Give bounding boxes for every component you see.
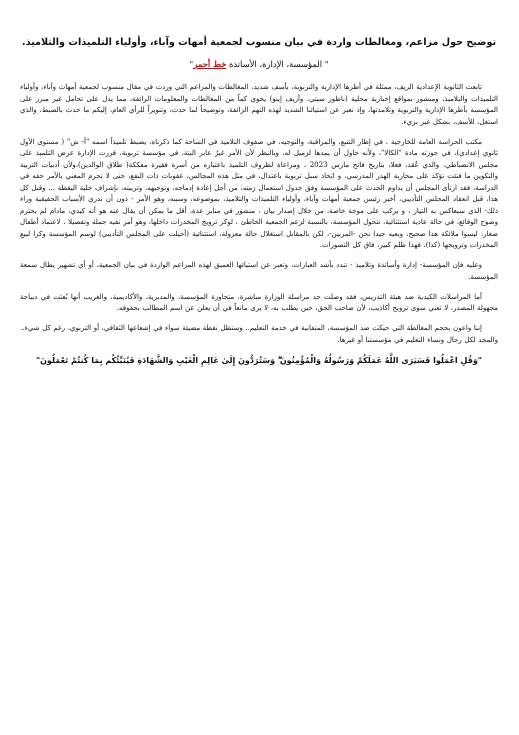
document-subtitle <box>20 58 498 70</box>
paragraph-correspondence: أما المراسلات الكيدية ضد هيئة التدريس، فقد وصلت حد مراسلة الوزارة مباشرة، متجاوزة المؤسسة، والمديرية، والأكاديمية، والغريب أنها بُعثت في ديباجة مجهولة المصدر، لا تعني سوى ترويج أكاذيب، لأن صاحب الحق، حين يطلب به، لا يرى مانعاً في أن يعلن عن اسم المطالب بحقوقه. <box>20 292 498 312</box>
document-body <box>20 82 498 346</box>
document-title: توضيح حول مزاعم، ومغالطات واردة في بيان منسوب لجمعية أمهات وآباء، وأولياء التلميذات والتلاميذ. <box>21 37 497 48</box>
paragraph-incident: مكتب الحراسة العامة للخارجية ، في إطار التتبع، والمراقبة، والتوجيه، في صفوف التلاميذ في الساحة كما ذكرناه، يضبط تلميذاً اسمه "أ- ش" ( مستوى الأول ثانوي إعدادي)، في حوزته مادة "الكالا"، ولأنه حاول أن يمدها لزميل له، وبالنظر لأن الأمر غيرُ عابر البتة، في مؤسسة تربوية، قررت الإدارة عرض التلميذ على مجلس الانضباطي، والذي عُقد، فعلا، بتاريخ فاتح مارس 2023 ، ومراعاة لظروف التلميذ باعتباره من أسرة فقيرة مفككة( طلاق الوالدين)،ولأن أدبيات التربية والتكوين ما فتئت تؤكد على محاربة الهدر المدرسي، و اتخاذ سبل تربوية باعتدال، في مثل هذه المجالس، عقوبات ذات النفع، حتى لا تحرم المعني بالأمر حقه في الدراسة، فقد ارتأى المجلس أن يداوم الحدث على المؤسسة وفق جدول استعمال زمنه، من أجل إعادة إدماجه، وتوجيهه، وتربيته، بإشراف خلية اليقظة ... وقبل كل هذا، قبل انعقاد المجلس التأديبي، أخبر رئيس جمعية أمهات وآباء، وأولياء التلميذات والتلاميذ، بموضوعه، وسببه، وهو الأمر - دون أن ندري الأسباب الحقيقية وراء ذلك- الذي سيعاكس به التيار ، و يركب على موجة خاصة، من خلال إصدار بيان ، منشور في منابر عدة، أقل ما يمكن أن يقال عنه هو أنه كيدي، مادام لم يحترم وضوح الوقائع، في حالة عادية استثنائية، تتحول المؤسسة، بالنسبة لزعم الجمعية الخاطئ ، لوكر ترويج المخدرات داخلها، وهو أمر نفيه جملة وتفصيلا ، لاعتماد أطفال صغار، ليسوا ملائكة هذا صحيح، وبعيه جيدا نحن -المربين-، لكن بالمقابل استغلال حالة معزولة، استثنائية (أحيلت على المجلس التأديبي) لوسم المؤسسة وكرا لبيع المخدرات وترويجها (كذا)، فهذا ظلم كبير، فاق كل التصورات. <box>20 137 499 249</box>
paragraph-intro: تابعت الثانوية الإعدادية الريف، ممثلة في أطرها الإدارية والتربوية، بأسف شديد، المغالطات والمزاعم التي وردت في مقال منسوب لجمعية أمهات وآباء، وأولياء التلميذات والتلاميذ، ومنشور بمواقع إخبارية محلية (ناظور سيتي، وأريف إينو) يحوي كماً من المغالطات والمعلومات الزائفة، مما يدل على تحامل غير مبرر على المؤسسة بأطرها الإدارية والتربوية وتلامذتها، وإذ نعبر عن استيائنا الشديد لهذه التهم الزائفة، وتوضيحاً لما حدث، وتنويراً للرأي العام، إليكم ما حدث بالضبط، والذي استغل، للأسف، بشكل غير بريء. <box>20 83 498 126</box>
closing-quote: "وَقُلِ اعْمَلُوا فَسَيَرَى اللَّهُ عَمَلَكُمْ وَرَسُولُهُ وَالْمُؤْمِنُونَ ۖ وَسَتُرَدُّونَ إِلَىٰ عَالِمِ الْغَيْبِ وَالشَّهَادَةِ فَيُنَبِّئُكُم بِمَا كُنتُمْ تَعْمَلُونَ" <box>36 355 482 365</box>
subtitle-suffix: " <box>189 59 194 69</box>
document-page <box>20 36 498 367</box>
subtitle-prefix: " المؤسسة، الإدارة، الأساتذة <box>228 59 329 69</box>
subtitle-highlight: خط أحمر <box>193 59 227 69</box>
paragraph-conclusion: إننا واعون بحجم المغالطة التي حيكت ضد المؤسسة، المتفانية في خدمة التعليم.. وستظل نقطة مضيئة سواء في إشعاعها الثقافي، أو التربوي، رغم كل شيء.. والمجد لكل رجال ونساء التعليم في مؤسستنا أو غيرها. <box>20 324 498 344</box>
paragraph-condemnation: وعليه فإن المؤسسة- إدارة وأساتذة وتلاميذ - تندد بأشد العبارات، وتعبر عن استيائها العميق لهذه المزاعم الواردة في بيان الجمعية، أو أي تشهير يطال سمعة المؤسسة. <box>20 261 498 281</box>
